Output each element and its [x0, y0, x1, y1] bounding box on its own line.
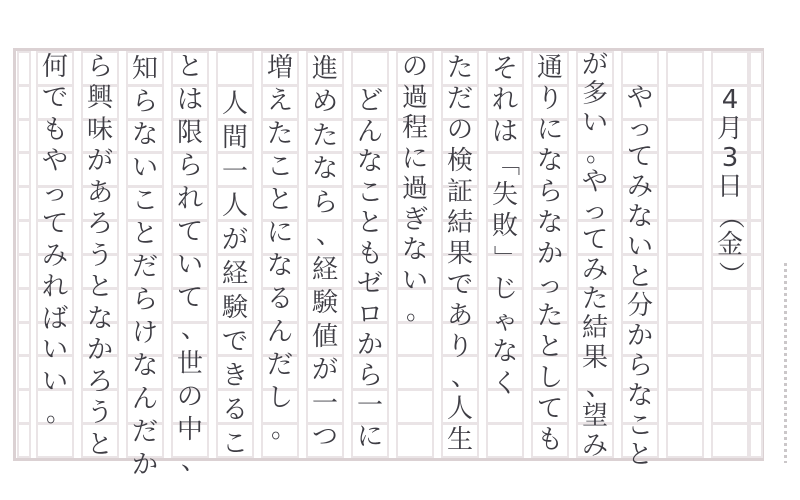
handwritten-character: も	[41, 114, 68, 145]
handwritten-character: ら	[311, 187, 338, 218]
handwritten-character: り	[536, 83, 563, 114]
handwriting-column	[576, 50, 614, 460]
grid-cell	[19, 290, 29, 321]
grid-cell	[751, 425, 761, 456]
grid-cell	[751, 121, 761, 152]
grid-cell	[398, 391, 432, 422]
grid-cell	[751, 357, 761, 388]
handwritten-character: 結	[581, 313, 608, 344]
handwritten-character: 結	[446, 207, 473, 238]
handwritten-character: か	[356, 330, 383, 361]
handwritten-character: み	[41, 240, 68, 271]
handwritten-character: ら	[536, 176, 563, 207]
handwriting-column	[216, 87, 254, 461]
handwritten-character: と	[626, 261, 653, 292]
page-edge-dotted-line	[784, 263, 787, 463]
handwritten-character: に	[356, 421, 383, 452]
handwritten-character: ら	[131, 86, 158, 117]
handwritten-character: （	[714, 202, 745, 229]
handwritten-character: が	[86, 146, 113, 177]
handwritten-character: と	[266, 184, 293, 215]
handwritten-character: た	[581, 284, 608, 315]
handwritten-character: 金	[716, 229, 743, 260]
handwritten-character: ら	[131, 284, 158, 315]
handwritten-character: で	[221, 327, 248, 357]
handwriting-column	[396, 52, 434, 327]
handwritten-character: 値	[311, 321, 338, 352]
handwritten-character: や	[41, 146, 68, 177]
handwritten-character: っ	[536, 269, 563, 300]
handwritten-character: の	[446, 114, 473, 145]
handwritten-character: 限	[176, 117, 203, 148]
handwritten-character: 経	[221, 259, 248, 289]
grid-cell	[398, 324, 432, 355]
handwritten-character: て	[581, 225, 608, 256]
grid-cell	[713, 53, 747, 84]
grid-column	[666, 51, 704, 458]
grid-cell	[668, 87, 702, 118]
handwriting-column	[621, 83, 659, 470]
handwritten-character: 人	[221, 191, 248, 221]
handwritten-character: 多	[581, 78, 608, 109]
handwritten-character: な	[536, 145, 563, 176]
grid-cell	[19, 154, 29, 185]
grid-cell	[19, 256, 29, 287]
grid-cell	[668, 121, 702, 152]
handwriting-column	[711, 85, 749, 288]
handwritten-character: れ	[176, 183, 203, 214]
grid-cell	[713, 357, 747, 388]
grid-cell	[19, 53, 29, 84]
handwritten-character: 。	[270, 414, 297, 444]
handwritten-character: る	[221, 395, 248, 425]
handwritten-character: た	[266, 118, 293, 149]
grid-cell	[623, 53, 657, 84]
handwritten-character: と	[86, 272, 113, 303]
handwritten-character: く	[491, 368, 518, 399]
handwritten-character: い	[581, 108, 608, 139]
handwriting-column	[306, 52, 344, 454]
handwritten-character: 。	[405, 296, 432, 326]
handwritten-character: 失	[491, 179, 518, 210]
handwriting-column	[261, 51, 299, 447]
handwritten-character: れ	[41, 272, 68, 303]
grid-cell	[751, 256, 761, 287]
handwritten-character: ら	[626, 351, 653, 382]
handwritten-character: 験	[221, 293, 248, 323]
handwritten-character: で	[446, 269, 473, 300]
handwritten-character: っ	[626, 112, 653, 143]
handwriting-column	[441, 52, 479, 455]
handwritten-character: あ	[86, 177, 113, 208]
grid-cell	[668, 391, 702, 422]
handwritten-character: 人	[221, 89, 248, 119]
handwriting-column	[81, 51, 119, 461]
handwritten-character: に	[266, 217, 293, 248]
handwritten-character: き	[221, 361, 248, 391]
grid-cell	[713, 425, 747, 456]
handwritten-character: 分	[626, 291, 653, 322]
handwritten-character: な	[536, 207, 563, 238]
handwritten-character: ロ	[356, 299, 383, 330]
handwritten-character: が	[221, 225, 248, 255]
handwriting-column	[171, 50, 209, 479]
handwritten-character: の	[176, 381, 203, 412]
grid-cell	[751, 154, 761, 185]
handwritten-character: て	[176, 282, 203, 313]
handwritten-character: こ	[266, 151, 293, 182]
grid-column	[749, 51, 763, 458]
handwritten-character: は	[491, 116, 518, 147]
handwritten-character: あ	[446, 300, 473, 331]
handwritten-character: 検	[446, 145, 473, 176]
handwritten-character: な	[626, 202, 653, 233]
handwritten-character: 生	[446, 424, 473, 455]
handwritten-character: 果	[446, 238, 473, 269]
handwritten-character: こ	[221, 429, 248, 459]
handwritten-character: 一	[311, 388, 338, 419]
handwritten-character: 、	[180, 314, 207, 344]
handwritten-character: 、	[315, 219, 342, 250]
handwritten-character: ば	[41, 303, 68, 334]
handwritten-character: 過	[401, 174, 428, 205]
grid-cell	[398, 357, 432, 388]
handwritten-character: い	[41, 366, 68, 397]
handwritten-character: な	[131, 350, 158, 381]
handwritten-character: ろ	[86, 209, 113, 240]
grid-cell	[751, 290, 761, 321]
handwritten-character: み	[581, 430, 608, 461]
handwritten-character: え	[266, 85, 293, 116]
handwritten-character: 果	[581, 342, 608, 373]
handwritten-character: の	[401, 52, 428, 83]
handwritten-character: ん	[266, 316, 293, 347]
handwritten-character: と	[626, 440, 653, 471]
handwritten-character: い	[401, 265, 428, 296]
handwritten-character: 一	[221, 157, 248, 187]
handwritten-character: 経	[311, 254, 338, 285]
handwriting-column	[486, 53, 524, 400]
handwritten-character: ど	[356, 86, 383, 117]
grid-cell	[713, 290, 747, 321]
grid-cell	[668, 222, 702, 253]
handwritten-character: と	[131, 218, 158, 249]
handwritten-character: し	[266, 382, 293, 413]
grid-cell	[19, 425, 29, 456]
handwritten-character: な	[491, 337, 518, 368]
grid-cell	[668, 188, 702, 219]
handwritten-character: こ	[131, 185, 158, 216]
handwritten-character: と	[356, 208, 383, 239]
grid-cell	[668, 324, 702, 355]
handwritten-character: 、	[585, 372, 612, 403]
handwritten-character: ぎ	[401, 204, 428, 235]
handwritten-character: 間	[221, 123, 248, 153]
grid-cell	[353, 53, 387, 84]
handwritten-character: が	[581, 49, 608, 80]
handwritten-character: に	[536, 114, 563, 145]
handwritten-character: 通	[536, 52, 563, 83]
handwritten-character: や	[581, 166, 608, 197]
handwritten-character: な	[86, 303, 113, 334]
handwritten-character: り	[446, 331, 473, 362]
handwritten-character: や	[626, 82, 653, 113]
handwritten-character: な	[401, 235, 428, 266]
handwritten-character: 。	[585, 137, 612, 168]
handwritten-character: こ	[626, 410, 653, 441]
handwritten-character: い	[176, 249, 203, 280]
handwritten-character: な	[131, 119, 158, 150]
handwritten-character: な	[311, 154, 338, 185]
handwritten-character: て	[536, 393, 563, 424]
handwritten-character: ゃ	[491, 305, 518, 336]
handwriting-column	[351, 86, 389, 452]
handwritten-character: 何	[41, 51, 68, 82]
handwritten-character: し	[536, 362, 563, 393]
grid-cell	[19, 357, 29, 388]
handwritten-character: 興	[86, 83, 113, 114]
grid-cell	[751, 222, 761, 253]
handwritten-character: か	[536, 238, 563, 269]
handwritten-character: だ	[266, 349, 293, 380]
handwritten-character: は	[176, 84, 203, 115]
handwritten-character: っ	[41, 177, 68, 208]
grid-cell	[668, 154, 702, 185]
handwritten-character: た	[446, 52, 473, 83]
grid-cell	[751, 324, 761, 355]
handwritten-character: う	[86, 398, 113, 429]
grid-cell	[751, 391, 761, 422]
handwritten-character: だ	[131, 251, 158, 282]
handwritten-character: ら	[356, 360, 383, 391]
handwritten-character: と	[86, 429, 113, 460]
handwritten-character: か	[626, 321, 653, 352]
handwritten-character: だ	[131, 416, 158, 447]
grid-cell	[668, 256, 702, 287]
handwritten-character: に	[401, 143, 428, 174]
handwritten-character: ろ	[86, 366, 113, 397]
handwritten-character: ん	[131, 383, 158, 414]
grid-cell	[713, 391, 747, 422]
handwritten-character: ）	[714, 260, 745, 287]
handwritten-character: 進	[311, 53, 338, 84]
handwritten-character: て	[41, 209, 68, 240]
handwriting-column	[36, 51, 74, 429]
handwriting-column	[531, 52, 569, 455]
handwritten-character: め	[311, 87, 338, 118]
handwritten-character: 知	[131, 53, 158, 84]
grid-cell	[668, 425, 702, 456]
handwritten-character: 3	[721, 142, 739, 173]
handwriting-column	[126, 52, 164, 481]
grid-cell	[19, 391, 29, 422]
handwritten-character: け	[131, 317, 158, 348]
handwritten-character: 「	[489, 150, 520, 177]
handwritten-character: 中	[176, 414, 203, 445]
grid-cell	[713, 324, 747, 355]
handwritten-character: だ	[446, 83, 473, 114]
handwritten-character: そ	[491, 53, 518, 84]
grid-cell	[398, 425, 432, 456]
handwritten-character: な	[266, 250, 293, 281]
handwritten-character: み	[626, 172, 653, 203]
handwritten-character: 証	[446, 176, 473, 207]
handwritten-character: う	[86, 240, 113, 271]
grid-cell	[19, 188, 29, 219]
handwritten-character: 程	[401, 113, 428, 144]
handwritten-character: も	[356, 238, 383, 269]
handwritten-character: 」	[489, 244, 520, 271]
grid-cell	[668, 357, 702, 388]
handwritten-character: ん	[356, 116, 383, 147]
handwritten-character: 一	[356, 391, 383, 422]
grid-cell	[751, 188, 761, 219]
handwritten-character: も	[536, 424, 563, 455]
handwritten-character: 敗	[491, 211, 518, 242]
handwritten-character: 験	[311, 288, 338, 319]
handwritten-character: て	[176, 216, 203, 247]
grid-column	[17, 51, 31, 458]
handwritten-character: 4	[721, 84, 739, 115]
handwritten-character: 月	[716, 113, 743, 144]
handwritten-character: 日	[716, 171, 743, 202]
grid-cell	[668, 290, 702, 321]
grid-cell	[218, 53, 252, 84]
grid-cell	[488, 425, 522, 456]
grid-cell	[38, 425, 72, 456]
grid-cell	[751, 87, 761, 118]
handwritten-character: ゼ	[356, 269, 383, 300]
handwritten-character: れ	[491, 85, 518, 116]
handwritten-character: 。	[45, 397, 72, 428]
grid-cell	[19, 121, 29, 152]
handwritten-character: い	[626, 231, 653, 262]
handwritten-character: 、	[450, 362, 477, 392]
handwritten-character: が	[311, 355, 338, 386]
handwritten-character: ら	[86, 51, 113, 82]
handwritten-character: と	[536, 331, 563, 362]
handwritten-character: 、	[180, 446, 207, 476]
handwritten-character: い	[41, 335, 68, 366]
handwritten-character: で	[41, 83, 68, 114]
grid-cell	[668, 53, 702, 84]
handwritten-character: み	[581, 254, 608, 285]
handwritten-character: こ	[356, 177, 383, 208]
handwritten-character: 人	[446, 393, 473, 424]
handwritten-character: 味	[86, 114, 113, 145]
handwritten-character: 世	[176, 348, 203, 379]
handwritten-character: い	[131, 152, 158, 183]
handwritten-character: た	[311, 120, 338, 151]
handwritten-character: ら	[176, 150, 203, 181]
handwritten-character: な	[626, 380, 653, 411]
handwritten-character: 望	[581, 401, 608, 432]
handwritten-character: 増	[266, 52, 293, 83]
handwritten-character: る	[266, 283, 293, 314]
handwritten-character: 過	[401, 82, 428, 113]
grid-cell	[19, 324, 29, 355]
handwritten-character: か	[131, 449, 158, 480]
handwritten-character: て	[626, 142, 653, 173]
handwritten-character: じ	[491, 274, 518, 305]
handwritten-character: た	[536, 300, 563, 331]
grid-cell	[19, 222, 29, 253]
grid-cell	[751, 53, 761, 84]
handwritten-character: な	[356, 147, 383, 178]
handwritten-character: っ	[581, 196, 608, 227]
handwritten-character: か	[86, 335, 113, 366]
handwritten-character: つ	[311, 422, 338, 453]
grid-cell	[19, 87, 29, 118]
handwritten-character: と	[176, 51, 203, 82]
